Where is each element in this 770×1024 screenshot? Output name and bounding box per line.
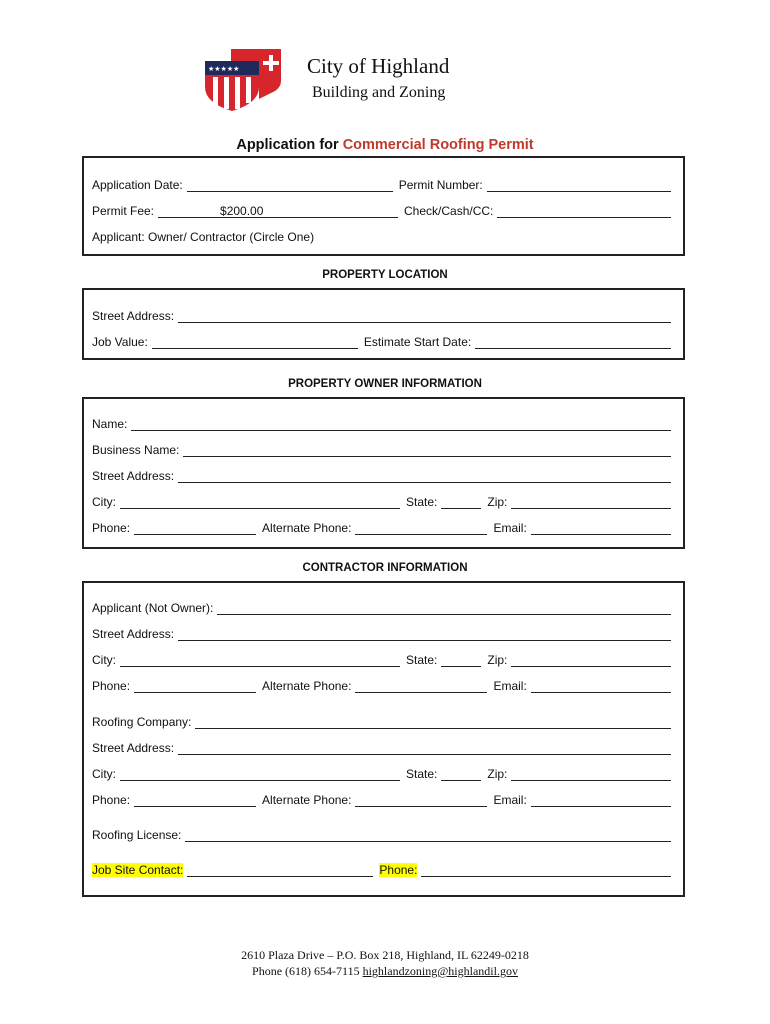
company-email-field[interactable] bbox=[531, 795, 671, 807]
start-date-field[interactable] bbox=[475, 337, 671, 349]
contractor-city-label: City: bbox=[92, 653, 116, 667]
contractor-email-field[interactable] bbox=[531, 681, 671, 693]
roofing-company-field[interactable] bbox=[195, 717, 671, 729]
contractor-info-title: CONTRACTOR INFORMATION bbox=[302, 562, 468, 574]
payment-method-label: Check/Cash/CC: bbox=[404, 204, 494, 218]
city-name: City of Highland bbox=[307, 54, 450, 78]
start-date-label: Estimate Start Date: bbox=[363, 335, 472, 349]
payment-method-field[interactable] bbox=[497, 206, 671, 218]
contractor-email-label: Email: bbox=[493, 679, 527, 693]
contractor-city-field[interactable] bbox=[120, 655, 400, 667]
footer-phone: Phone (618) 654-7115 bbox=[252, 964, 363, 978]
application-date-field[interactable] bbox=[187, 180, 393, 192]
property-street-field[interactable] bbox=[178, 311, 671, 323]
owner-business-label: Business Name: bbox=[92, 443, 180, 457]
footer-email-link[interactable]: highlandzoning@highlandil.gov bbox=[362, 964, 518, 978]
owner-state-field[interactable] bbox=[441, 497, 481, 509]
department-name: Building and Zoning bbox=[312, 84, 446, 101]
job-value-label: Job Value: bbox=[92, 335, 148, 349]
permit-number-label: Permit Number: bbox=[398, 178, 483, 192]
permit-number-field[interactable] bbox=[487, 180, 671, 192]
contractor-applicant-field[interactable] bbox=[217, 603, 671, 615]
permit-fee-label: Permit Fee: bbox=[92, 204, 155, 218]
contractor-zip-field[interactable] bbox=[511, 655, 671, 667]
applicant-type-label: Applicant: Owner/ Contractor (Circle One) bbox=[92, 230, 315, 244]
title-accent: Commercial Roofing Permit bbox=[342, 137, 534, 153]
owner-name-field[interactable] bbox=[131, 419, 671, 431]
owner-city-field[interactable] bbox=[120, 497, 400, 509]
owner-phone-field[interactable] bbox=[134, 523, 256, 535]
property-location-title: PROPERTY LOCATION bbox=[322, 269, 448, 281]
svg-text:★★★★★: ★★★★★ bbox=[208, 65, 240, 73]
company-phone-label: Phone: bbox=[92, 793, 131, 807]
company-state-field[interactable] bbox=[441, 769, 481, 781]
company-phone-field[interactable] bbox=[134, 795, 256, 807]
company-alt-phone-field[interactable] bbox=[355, 795, 487, 807]
owner-zip-field[interactable] bbox=[511, 497, 671, 509]
footer-address: 2610 Plaza Drive – P.O. Box 218, Highland, IL 62249-0218 bbox=[241, 948, 529, 962]
application-date-label: Application Date: bbox=[92, 178, 183, 192]
owner-phone-label: Phone: bbox=[92, 521, 131, 535]
permit-fee-field[interactable] bbox=[158, 206, 398, 218]
owner-name-label: Name: bbox=[92, 417, 128, 431]
job-site-phone-field[interactable] bbox=[421, 865, 671, 877]
company-email-label: Email: bbox=[493, 793, 527, 807]
contractor-street-label: Street Address: bbox=[92, 627, 175, 641]
owner-alt-phone-label: Alternate Phone: bbox=[262, 521, 352, 535]
job-site-contact-label: Job Site Contact: bbox=[92, 863, 184, 877]
contractor-info-box bbox=[82, 581, 685, 897]
title-prefix: Application for bbox=[236, 137, 343, 153]
roofing-license-field[interactable] bbox=[185, 830, 671, 842]
company-zip-field[interactable] bbox=[511, 769, 671, 781]
application-box bbox=[82, 156, 685, 256]
company-city-field[interactable] bbox=[120, 769, 400, 781]
owner-info-title: PROPERTY OWNER INFORMATION bbox=[288, 378, 482, 390]
company-street-field[interactable] bbox=[178, 743, 671, 755]
roofing-company-label: Roofing Company: bbox=[92, 715, 192, 729]
owner-city-label: City: bbox=[92, 495, 116, 509]
roofing-license-label: Roofing License: bbox=[92, 828, 182, 842]
owner-street-label: Street Address: bbox=[92, 469, 175, 483]
job-site-phone-label: Phone: bbox=[379, 863, 418, 877]
contractor-phone-label: Phone: bbox=[92, 679, 131, 693]
contractor-alt-phone-label: Alternate Phone: bbox=[262, 679, 352, 693]
property-street-label: Street Address: bbox=[92, 309, 175, 323]
owner-email-label: Email: bbox=[493, 521, 527, 535]
company-state-label: State: bbox=[406, 767, 438, 781]
contractor-state-field[interactable] bbox=[441, 655, 481, 667]
job-site-contact-field[interactable] bbox=[187, 865, 373, 877]
contractor-applicant-label: Applicant (Not Owner): bbox=[92, 601, 214, 615]
footer-contact bbox=[0, 964, 770, 979]
contractor-phone-field[interactable] bbox=[134, 681, 256, 693]
property-location-box bbox=[82, 288, 685, 360]
permit-fee-value: $200.00 bbox=[220, 204, 264, 218]
contractor-street-field[interactable] bbox=[178, 629, 671, 641]
company-city-label: City: bbox=[92, 767, 116, 781]
owner-info-box bbox=[82, 397, 685, 549]
owner-alt-phone-field[interactable] bbox=[355, 523, 487, 535]
owner-business-field[interactable] bbox=[183, 445, 671, 457]
contractor-zip-label: Zip: bbox=[487, 653, 508, 667]
page-title bbox=[0, 137, 770, 153]
contractor-state-label: State: bbox=[406, 653, 438, 667]
city-shield-logo-icon bbox=[203, 47, 283, 113]
company-alt-phone-label: Alternate Phone: bbox=[262, 793, 352, 807]
company-street-label: Street Address: bbox=[92, 741, 175, 755]
owner-street-field[interactable] bbox=[178, 471, 671, 483]
job-value-field[interactable] bbox=[152, 337, 358, 349]
owner-email-field[interactable] bbox=[531, 523, 671, 535]
company-zip-label: Zip: bbox=[487, 767, 508, 781]
owner-zip-label: Zip: bbox=[487, 495, 508, 509]
contractor-alt-phone-field[interactable] bbox=[355, 681, 487, 693]
owner-state-label: State: bbox=[406, 495, 438, 509]
